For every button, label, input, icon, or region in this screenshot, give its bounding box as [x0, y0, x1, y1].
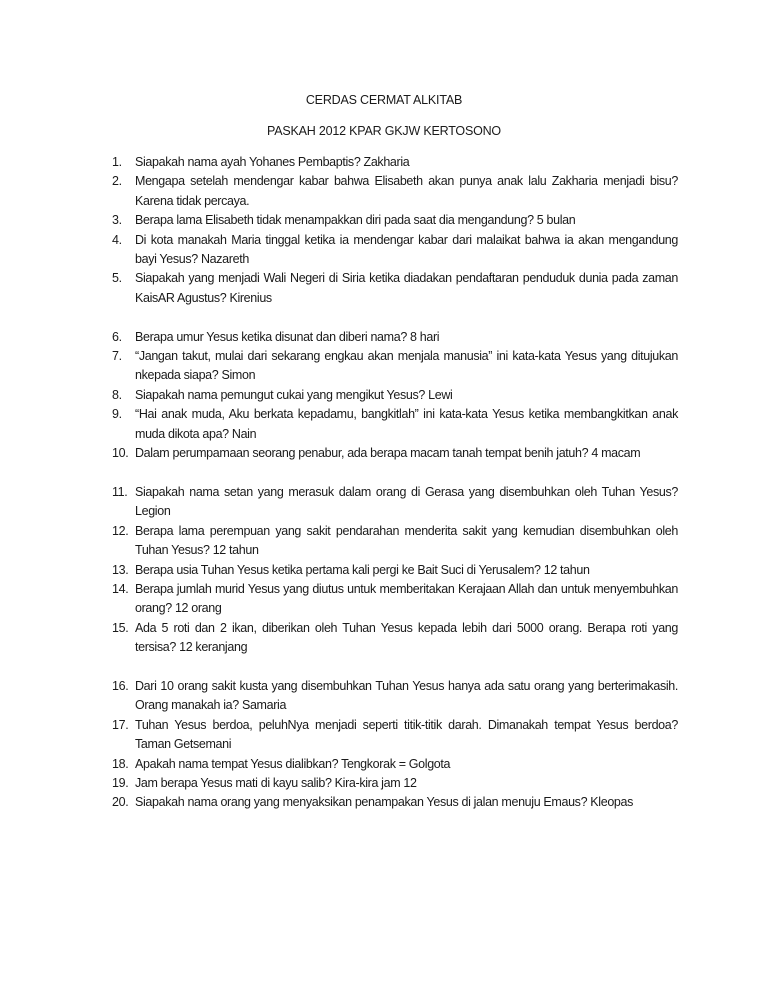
question-number: 20. [112, 795, 129, 810]
question-text: Tuhan Yesus berdoa, peluhNya menjadi seperti titik-titik darah. Dimanakah tempat Yesus berdoa? Taman Getsemani [135, 717, 678, 752]
question-item [112, 211, 678, 230]
section-gap [112, 463, 678, 482]
question-text: “Hai anak muda, Aku berkata kepadamu, bangkitlah” ini kata-kata Yesus ketika membangkitkan anak muda dikota apa? Nain [135, 407, 678, 441]
question-list [112, 153, 678, 813]
section-gap [112, 658, 678, 677]
question-item [112, 153, 678, 172]
question-item [112, 269, 678, 308]
question-text: Siapakah nama orang yang menyaksikan penampakan Yesus di jalan menuju Emaus? Kleopas [135, 795, 634, 810]
question-item [112, 619, 678, 658]
question-text: Siapakah nama setan yang merasuk dalam orang di Gerasa yang disembuhkan oleh Tuhan Yesus? Legion [135, 484, 678, 519]
question-item [112, 483, 678, 522]
question-number: 6. [112, 329, 122, 344]
question-item [112, 231, 678, 270]
question-item [112, 172, 678, 211]
question-number: 12. [112, 523, 129, 538]
question-item [112, 677, 678, 716]
document-title: CERDAS CERMAT ALKITAB [305, 93, 463, 107]
question-text: Berapa jumlah murid Yesus yang diutus untuk memberitakan Kerajaan Allah dan untuk menyembuhkan orang? 12 orang [135, 581, 678, 616]
question-number: 3. [112, 213, 122, 228]
question-number: 18. [112, 756, 129, 771]
question-item [112, 755, 678, 774]
question-number: 13. [112, 562, 129, 577]
question-number: 10. [112, 446, 129, 461]
question-number: 14. [112, 581, 129, 596]
question-number: 7. [112, 349, 122, 364]
question-text: Berapa usia Tuhan Yesus ketika pertama kali pergi ke Bait Suci di Yerusalem? 12 tahun [135, 562, 590, 577]
question-item [112, 347, 678, 386]
question-item [112, 580, 678, 619]
question-text: Siapakah yang menjadi Wali Negeri di Siria ketika diadakan pendaftaran penduduk dunia pada zaman KaisAR Agustus? Kirenius [135, 271, 678, 305]
question-item [112, 522, 678, 561]
question-number: 4. [112, 232, 122, 247]
question-item [112, 444, 678, 463]
question-text: Apakah nama tempat Yesus dialibkan? Tengkorak = Golgota [135, 756, 451, 771]
question-number: 1. [112, 155, 122, 169]
question-item [112, 405, 678, 444]
question-text: Siapakah nama pemungut cukai yang mengikut Yesus? Lewi [135, 387, 453, 402]
question-number: 8. [112, 387, 122, 402]
question-number: 11. [112, 484, 128, 499]
question-number: 15. [112, 620, 129, 635]
question-text: Dari 10 orang sakit kusta yang disembuhkan Tuhan Yesus hanya ada satu orang yang berterimakasih. Orang manakah ia? Samaria [135, 678, 678, 713]
question-item [112, 561, 678, 580]
question-item [112, 716, 678, 755]
question-text: Jam berapa Yesus mati di kayu salib? Kira-kira jam 12 [135, 775, 417, 790]
question-text: Berapa lama Elisabeth tidak menampakkan diri pada saat dia mengandung? 5 bulan [135, 213, 576, 228]
question-number: 16. [112, 678, 129, 693]
question-text: Ada 5 roti dan 2 ikan, diberikan oleh Tuhan Yesus kepada lebih dari 5000 orang. Berapa roti yang tersisa? 12 keranjang [135, 620, 678, 655]
question-text: Berapa lama perempuan yang sakit pendarahan menderita sakit yang kemudian disembuhkan oleh Tuhan Yesus? 12 tahun [135, 523, 678, 558]
question-number: 19. [112, 775, 129, 790]
question-text: Mengapa setelah mendengar kabar bahwa Elisabeth akan punya anak lalu Zakharia menjadi bisu? Karena tidak percaya. [135, 174, 678, 208]
question-number: 17. [112, 717, 129, 732]
question-item [112, 774, 678, 793]
question-text: Berapa umur Yesus ketika disunat dan diberi nama? 8 hari [135, 329, 440, 344]
question-text: Dalam perumpamaan seorang penabur, ada berapa macam tanah tempat benih jatuh? 4 macam [135, 446, 641, 461]
document-subtitle: PASKAH 2012 KPAR GKJW KERTOSONO [267, 124, 501, 138]
section-gap [112, 308, 678, 327]
question-text: Di kota manakah Maria tinggal ketika ia mendengar kabar dari malaikat bahwa ia akan mengandung bayi Yesus? Nazareth [135, 232, 678, 267]
question-number: 2. [112, 174, 122, 189]
question-item [112, 328, 678, 347]
question-item [112, 793, 678, 812]
question-number: 5. [112, 271, 122, 286]
question-number: 9. [112, 407, 122, 422]
question-text: “Jangan takut, mulai dari sekarang engkau akan menjala manusia” ini kata-kata Yesus yang ditujukan nkepada siapa? Simon [135, 349, 678, 383]
question-text: Siapakah nama ayah Yohanes Pembaptis? Zakharia [135, 155, 410, 169]
question-item [112, 386, 678, 405]
